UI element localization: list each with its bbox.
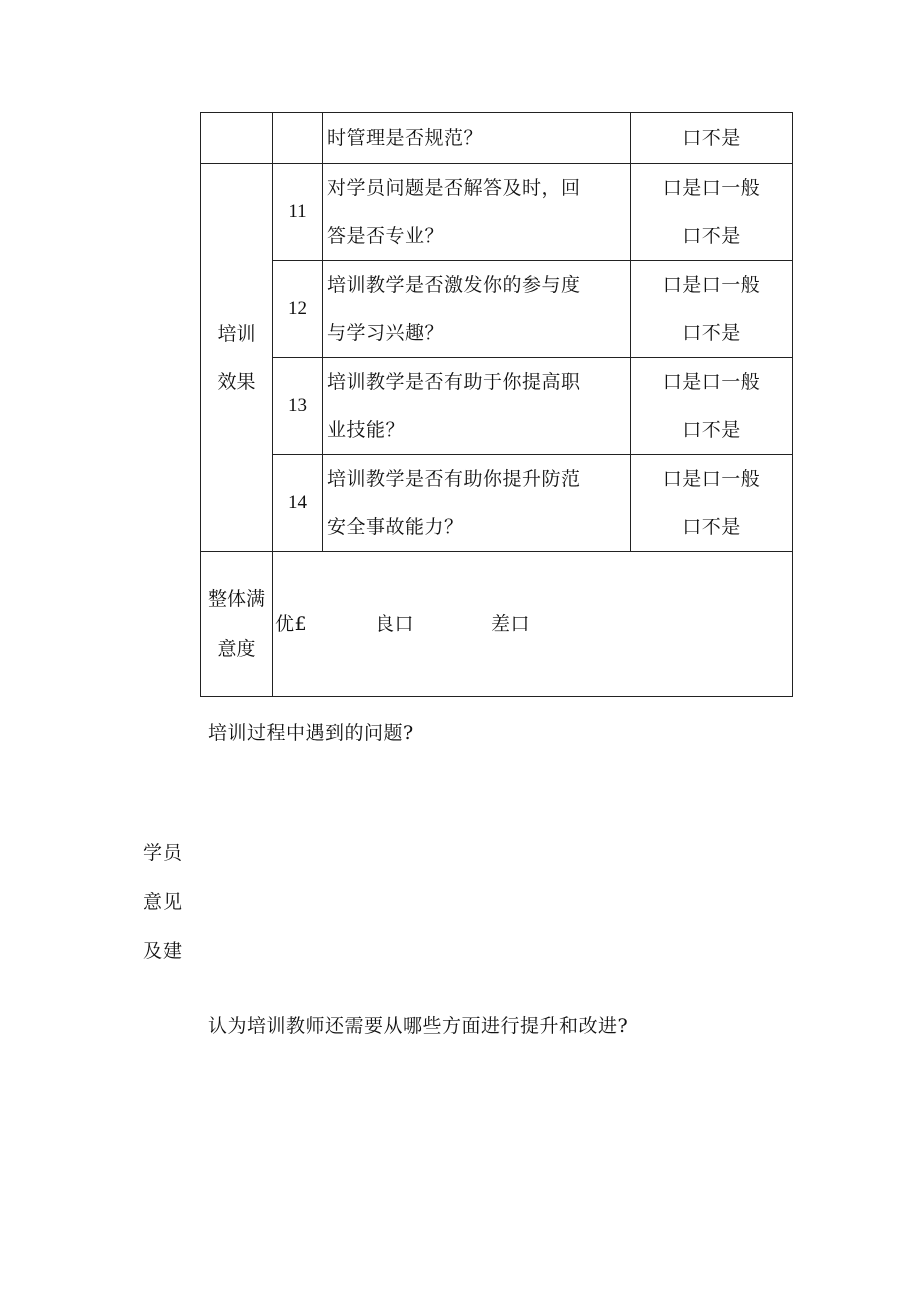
table-row [201,164,793,261]
satisfaction-label-cell [201,552,273,697]
side-label-line3: 及建 [143,940,184,962]
question-text: 时管理是否规范？ [327,127,484,149]
question-number: 14 [273,455,323,552]
question-text-line2: 业技能？ [327,419,406,441]
satisfaction-label-line1: 整体满 [207,588,265,610]
option-cell [631,113,793,164]
option-yes-average-checkbox[interactable]: 口是口一般 [662,371,761,393]
option-cell [631,455,793,552]
satisfaction-options-cell [273,552,793,697]
category-cell-training-effect [201,164,273,552]
table-row [201,261,793,358]
question-number: 13 [273,358,323,455]
question-cell [323,455,631,552]
category-label-line2: 效果 [217,370,256,393]
option-no-checkbox[interactable]: 口不是 [682,225,741,247]
number-cell-empty [273,113,323,164]
question-text-line1: 培训教学是否激发你的参与度 [327,274,581,296]
option-yes-average-checkbox[interactable]: 口是口一般 [662,274,761,296]
option-cell [631,164,793,261]
table-row [201,358,793,455]
question-cell [323,164,631,261]
category-label-line1: 培训 [217,322,256,345]
question-number: 12 [273,261,323,358]
question-text-line2: 与学习兴趣？ [327,322,445,344]
question-improve-heading: 认为培训教师还需要从哪些方面进行提升和改进? [208,1015,629,1037]
table-row [201,455,793,552]
option-excellent-checkbox[interactable]: 优£ [275,613,308,635]
option-yes-average-checkbox[interactable]: 口是口一般 [662,468,761,490]
evaluation-table [200,112,793,697]
question-cell [323,261,631,358]
option-no-checkbox[interactable]: 口不是 [682,127,741,149]
question-number: 11 [273,164,323,261]
question-cell [323,358,631,455]
option-good-checkbox[interactable]: 良口 [375,613,415,635]
side-label-line2: 意见 [143,891,184,913]
option-cell [631,261,793,358]
question-text-line2: 安全事故能力？ [327,516,464,538]
satisfaction-label-line2: 意度 [217,638,256,660]
question-problems-heading: 培训过程中遇到的问题? [208,722,414,744]
category-cell-empty [201,113,273,164]
option-cell [631,358,793,455]
question-text-line1: 培训教学是否有助于你提高职 [327,371,581,393]
option-no-checkbox[interactable]: 口不是 [682,516,741,538]
question-cell [323,113,631,164]
table-row-satisfaction [201,552,793,697]
side-label-line1: 学员 [143,842,184,864]
option-yes-average-checkbox[interactable]: 口是口一般 [662,177,761,199]
option-no-checkbox[interactable]: 口不是 [682,322,741,344]
option-no-checkbox[interactable]: 口不是 [682,419,741,441]
question-text-line1: 培训教学是否有助你提升防范 [327,468,581,490]
question-text-line1: 对学员问题是否解答及时，回 [327,177,581,199]
option-poor-checkbox[interactable]: 差口 [491,613,531,635]
question-text-line2: 答是否专业？ [327,225,445,247]
table-row [201,113,793,164]
